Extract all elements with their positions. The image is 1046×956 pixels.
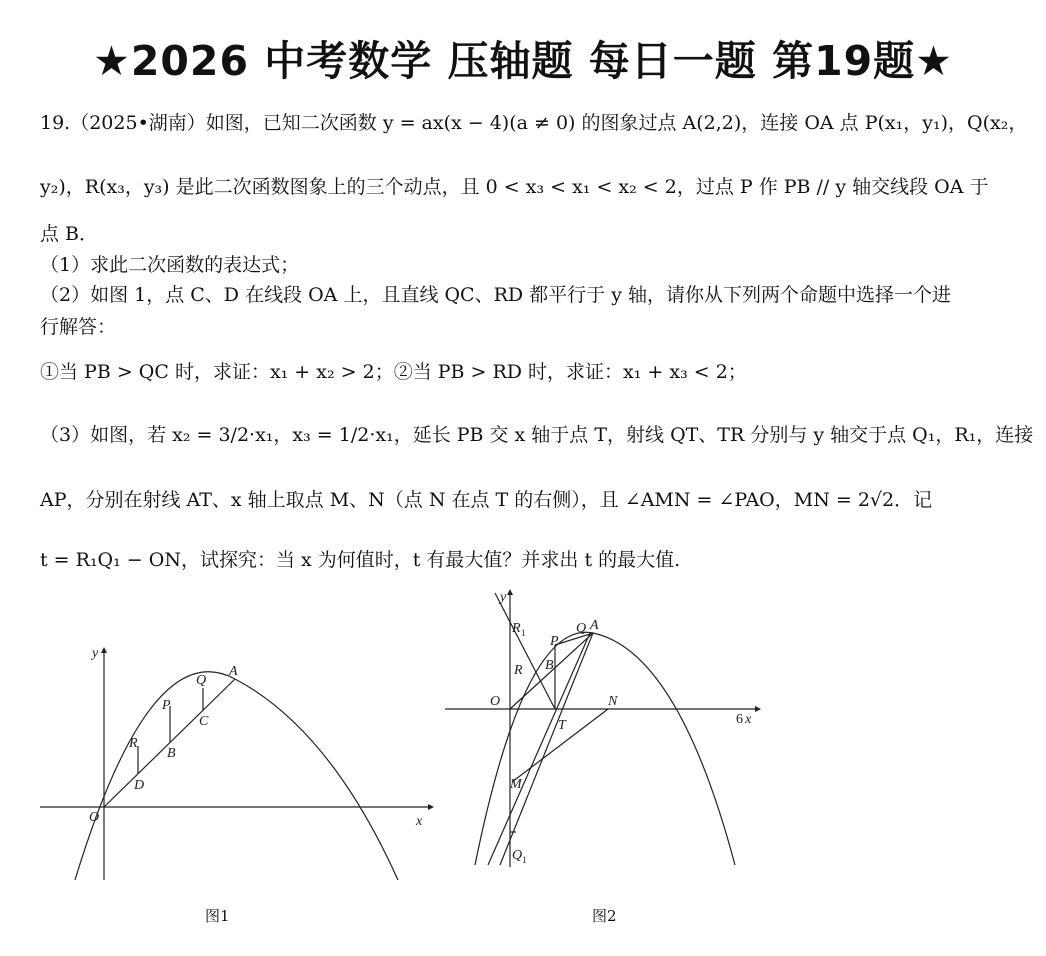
fig1-parabola-right [235,679,398,880]
fig1-x-arrow [428,804,434,810]
problem-line-9: AP，分别在射线 AT、x 轴上取点 M、N（点 N 在点 T 的右侧），且 ∠AMN = ∠PAO，MN = 2√2．记 [40,489,933,511]
fig2-label-y: y [500,590,507,605]
fig1-label-y: y [92,646,99,661]
fig2-y-arrow [507,589,513,595]
fig1-y-arrow [101,647,107,653]
problem-line-1: 19.（2025•湖南）如图，已知二次函数 y = ax(x − 4)(a ≠ 0) 的图象过点 A(2,2)，连接 OA 点 P(x₁，y₁)，Q(x₂， [40,112,1028,134]
fig2-label-A: A [590,618,599,633]
fig1-label-A: A [229,664,238,679]
fig1-label-B: B [167,746,176,761]
fig2-x-arrow [755,706,761,712]
fig2-label-M: M [510,777,522,792]
fig1-label-Q: Q [196,673,207,688]
fig2-label-x: x [745,712,752,727]
problem-line-7: ①当 PB > QC 时，求证：x₁ + x₂ > 2；②当 PB > RD 时，求证：x₁ + x₃ < 2； [40,361,747,383]
problem-line-5: （2）如图 1，点 C、D 在线段 OA 上，且直线 QC、RD 都平行于 y 轴，请你从下列两个命题中选择一个进 [40,284,951,306]
fig2-label-P: P [550,634,559,649]
problem-line-2: y₂)，R(x₃，y₃) 是此二次函数图象上的三个动点，且 0 < x₃ < x₁ < x₂ < 2，过点 P 作 PB // y 轴交线段 OA 于 [40,176,989,198]
figure-1 [30,635,440,895]
fig2-label-six: 6 [736,712,743,727]
fig1-label-P: P [162,698,171,713]
fig2-label-N: N [608,694,618,709]
problem-line-6: 行解答： [40,316,117,338]
page-title: ★2026 中考数学 压轴题 每日一题 第19题★ [93,37,953,85]
fig2-label-Q1: Q [512,848,523,863]
fig2-label-Q: Q [576,621,587,636]
fig1-label-x: x [416,814,423,829]
problem-line-10: t = R₁Q₁ − ON，试探究：当 x 为何值时，t 有最大值？并求出 t 的最大值. [40,549,681,571]
figure-2 [440,585,780,875]
fig2-parabola-right [593,633,735,865]
fig2-ray-R1T [495,593,555,709]
figure-1-caption: 图1 [205,907,230,925]
fig2-label-Q1-sub: 1 [522,855,527,865]
problem-line-4: （1）求此二次函数的表达式； [40,254,300,276]
fig2-label-R1-sub: 1 [521,628,526,638]
fig2-label-T: T [558,718,566,733]
problem-line-3: 点 B． [40,223,99,245]
fig2-label-R: R [514,663,523,678]
fig2-label-O: O [490,694,501,709]
fig1-label-D: D [134,778,145,793]
figure-2-caption: 图2 [592,907,617,925]
fig1-label-C: C [199,714,209,729]
fig2-label-R1: R [512,621,521,636]
fig1-label-R: R [129,736,138,751]
problem-line-8: （3）如图，若 x₂ = 3/2·x₁，x₃ = 1/2·x₁，延长 PB 交 x 轴于点 T，射线 QT、TR 分别与 y 轴交于点 Q₁，R₁，连接 [40,424,1034,446]
fig1-label-O: O [89,810,100,825]
fig2-label-B: B [545,658,554,673]
